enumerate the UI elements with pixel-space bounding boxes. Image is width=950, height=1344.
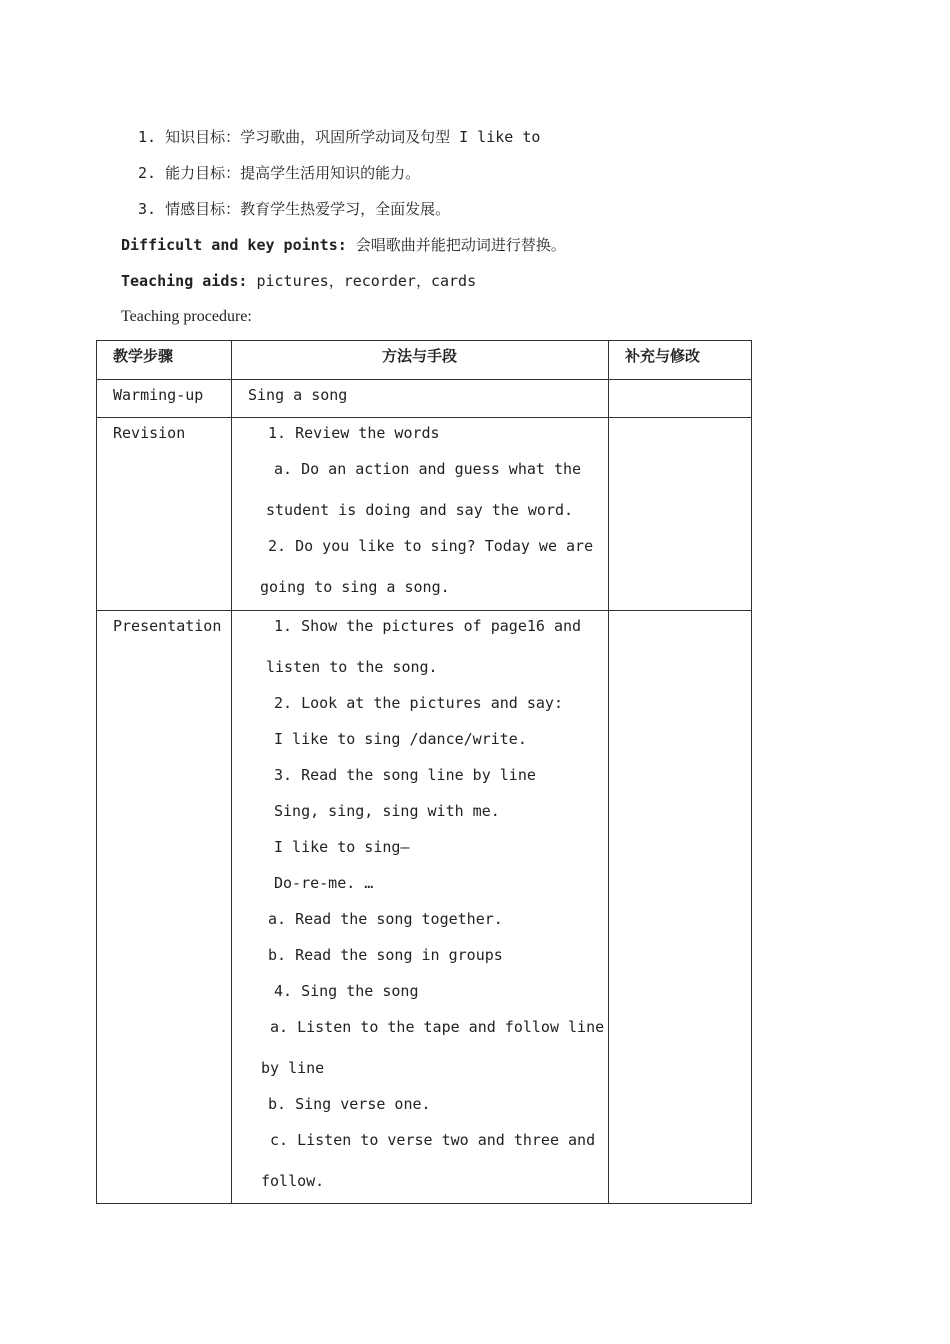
notes-cell-warmup: [609, 380, 752, 418]
procedure-table: [96, 340, 752, 1204]
presentation-line: 1. Show the pictures of page16 and: [274, 617, 582, 635]
presentation-line: by line: [261, 1059, 325, 1077]
header-cell-step: [97, 341, 232, 380]
header-notes: 补充与修改: [625, 347, 701, 365]
step-cell-warmup: [97, 380, 232, 418]
presentation-line: Do-re-me. …: [274, 874, 374, 892]
revision-line: 1. Review the words: [268, 424, 440, 442]
key-points: [121, 235, 566, 255]
header-method: 方法与手段: [382, 347, 458, 365]
presentation-line: Sing, sing, sing with me.: [274, 802, 500, 820]
presentation-line: listen to the song.: [266, 658, 438, 676]
presentation-line: b. Sing verse one.: [268, 1095, 431, 1113]
notes-cell-presentation: [609, 611, 752, 1204]
warmup-line: Sing a song: [248, 386, 348, 404]
presentation-line: 2. Look at the pictures and say:: [274, 694, 563, 712]
teaching-aids-text: pictures，recorder，cards: [247, 272, 477, 290]
table-header-row: [97, 341, 752, 380]
header-cell-notes: [609, 341, 752, 380]
table-row: [97, 380, 752, 418]
teaching-aids-label: Teaching aids:: [121, 272, 248, 290]
notes-cell-revision: [609, 418, 752, 611]
presentation-line: I like to sing /dance/write.: [274, 730, 527, 748]
presentation-line: I like to sing—: [274, 838, 410, 856]
presentation-line: 4. Sing the song: [274, 982, 419, 1000]
objective-ability: 2. 能力目标：提高学生活用知识的能力。: [138, 164, 421, 182]
method-cell-warmup: [232, 380, 609, 418]
table-row: [97, 418, 752, 611]
presentation-line: c. Listen to verse two and three and: [270, 1131, 596, 1149]
step-cell-presentation: [97, 611, 232, 1204]
step-presentation: Presentation: [113, 617, 222, 635]
method-cell-revision: [232, 418, 609, 611]
teaching-aids: [121, 271, 476, 291]
revision-line: going to sing a song.: [260, 578, 450, 596]
step-warmup: Warming-up: [113, 386, 204, 404]
presentation-line: 3. Read the song line by line: [274, 766, 536, 784]
presentation-line: a. Listen to the tape and follow line: [270, 1018, 605, 1036]
revision-line: 2. Do you like to sing? Today we are: [268, 537, 594, 555]
procedure-label: Teaching procedure:: [121, 308, 252, 325]
presentation-line: follow.: [261, 1172, 325, 1190]
method-cell-presentation: [232, 611, 609, 1204]
header-step: 教学步骤: [113, 347, 174, 365]
step-revision: Revision: [113, 424, 186, 442]
key-points-label: Difficult and key points:: [121, 236, 347, 254]
revision-line: student is doing and say the word.: [266, 501, 574, 519]
key-points-text: 会唱歌曲并能把动词进行替换。: [346, 236, 566, 254]
revision-line: a. Do an action and guess what the: [274, 460, 582, 478]
objective-knowledge: 1. 知识目标：学习歌曲，巩固所学动词及句型 I like to: [138, 128, 541, 146]
step-cell-revision: [97, 418, 232, 611]
presentation-line: a. Read the song together.: [268, 910, 503, 928]
presentation-line: b. Read the song in groups: [268, 946, 503, 964]
table-row: [97, 611, 752, 1204]
header-cell-method: [232, 341, 609, 380]
objective-emotion: 3. 情感目标：教育学生热爱学习，全面发展。: [138, 200, 451, 218]
